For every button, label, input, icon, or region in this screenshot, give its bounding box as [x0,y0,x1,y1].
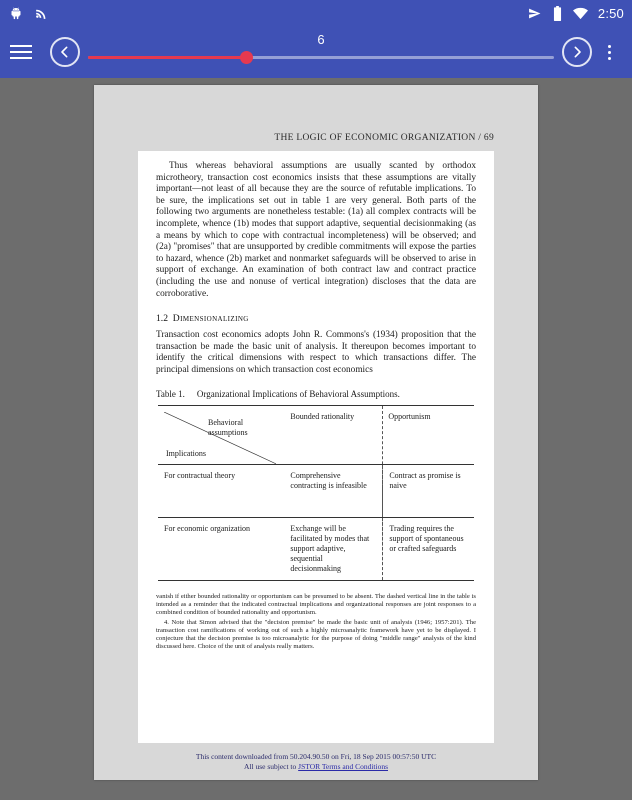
hamburger-line [10,57,32,59]
paragraph-2: Transaction cost economics adopts John R. Commons's (1934) proposition that the transaction be made the basic unit of analysis. It thereupon becomes important to identify the critical dimensions with respect to which transactions differ. The principal dimensions on which transaction cost economics [156,330,476,375]
hamburger-line [10,45,32,47]
send-icon [527,5,543,21]
overflow-dot [608,45,611,48]
battery-icon [550,5,566,21]
footnote-2: 4. Note that Simon advised that the "decision premise" be made the basic unit of analysis (1946; 1957:201). The transaction cost ramifications of working out of such a highly microanalytic framework have yet to be displayed. I conjecture that the decision premise is too microanalytic for the purpose of doing "middle range" analysis of the kind discussed here. Choice of the unit of analysis really matters. [156,618,476,650]
android-robot-icon [8,5,24,21]
table-corner-bottom-label: Implications [166,448,206,458]
paragraph-1: Thus whereas behavioral assumptions are usually scanted by orthodox microtheory, transaction cost economics insists that these assumptions are vitally important—not least of all because they are the source of refutable implications. To be sure, the implications set out in table 1 are very general. Both parts of the following two arguments are nonetheless testable: (1a) all complex contracts will be incomplete, whence (1b) modes that support adaptive, sequential decisionmaking (as a means by which to cope with contractual incompleteness) will be observed; and (2a) "promises" that are unsupported by credible commitments will expose the parties to hazard, whence (2b) market and nonmarket safeguards will be observed to arise in support of exchange. An examination of both contract law and contract practice (including the use and nonuse of vertical integration) discloses that the data are corroborative. [156,161,476,299]
section-heading [156,313,476,324]
page-content [138,151,494,743]
section-number: 1.2 [156,313,168,325]
table-cell: Contract as promise is naive [382,465,474,517]
section-title: Dimensionalizing [172,313,249,325]
footnotes [156,593,476,651]
table-label: Table 1. [156,388,185,399]
table-caption-text: Organizational Implications of Behavioral Assumptions. [196,388,400,399]
table-row [158,518,474,580]
overflow-dot [608,57,611,60]
jstor-terms-link[interactable]: JSTOR Terms and Conditions [298,762,388,771]
reader-toolbar [0,26,632,78]
document-viewer[interactable] [0,78,632,800]
behavioral-assumptions-table [158,405,474,581]
table-row-stub: For contractual theory [164,470,236,480]
previous-page-icon[interactable] [50,37,80,67]
table-column-header: Bounded rationality [290,411,355,421]
table-cell: Comprehensive contracting is infeasible [290,470,367,490]
table-corner-cell [158,406,284,464]
table-cell: Trading requires the support of spontaneous or crafted safeguards [382,518,474,580]
download-source-line: This content downloaded from 50.204.90.50 on Fri, 18 Sep 2015 00:57:50 UTC [195,752,437,761]
rss-feed-icon [32,5,48,21]
hamburger-line [10,51,32,53]
terms-line [94,762,538,772]
table-header-row [158,406,474,465]
overflow-dot [608,51,611,54]
seek-track-filled [88,56,246,59]
table-corner-top-label: Behavioral assumptions [208,417,248,437]
status-bar-left [8,5,527,21]
table-cell: Exchange will be facilitated by modes that support adaptive, sequential decisionmaking [290,523,370,573]
table-row-stub: For economic organization [164,523,251,533]
next-page-icon[interactable] [562,37,592,67]
status-bar-right [527,5,624,21]
footnote-1: vanish if either bounded rationality or opportunism can be presumed to be absent. The dashed vertical line in the table is intended as a reminder that the indicated contractual implications and organizational responses are joint responses to a combined condition of bounded rationality and opportunism. [156,592,476,616]
page-sheet[interactable] [94,85,538,780]
table-column-header: Opportunism [388,411,431,421]
seek-thumb[interactable] [240,51,253,64]
hamburger-menu-icon[interactable] [10,37,40,67]
page-number-label: 6 [317,32,325,47]
table-row [158,465,474,518]
status-bar [0,0,632,26]
overflow-menu-icon[interactable] [596,34,622,70]
page-footer [94,752,538,772]
running-head: THE LOGIC OF ECONOMIC ORGANIZATION / 69 [274,133,494,143]
terms-prefix: All use subject to [243,762,299,771]
wifi-icon [573,5,589,21]
diagonal-split-cell [164,412,276,464]
table-caption [156,389,476,399]
status-bar-clock: 2:50 [597,5,624,21]
page-seek-bar[interactable] [88,26,554,78]
